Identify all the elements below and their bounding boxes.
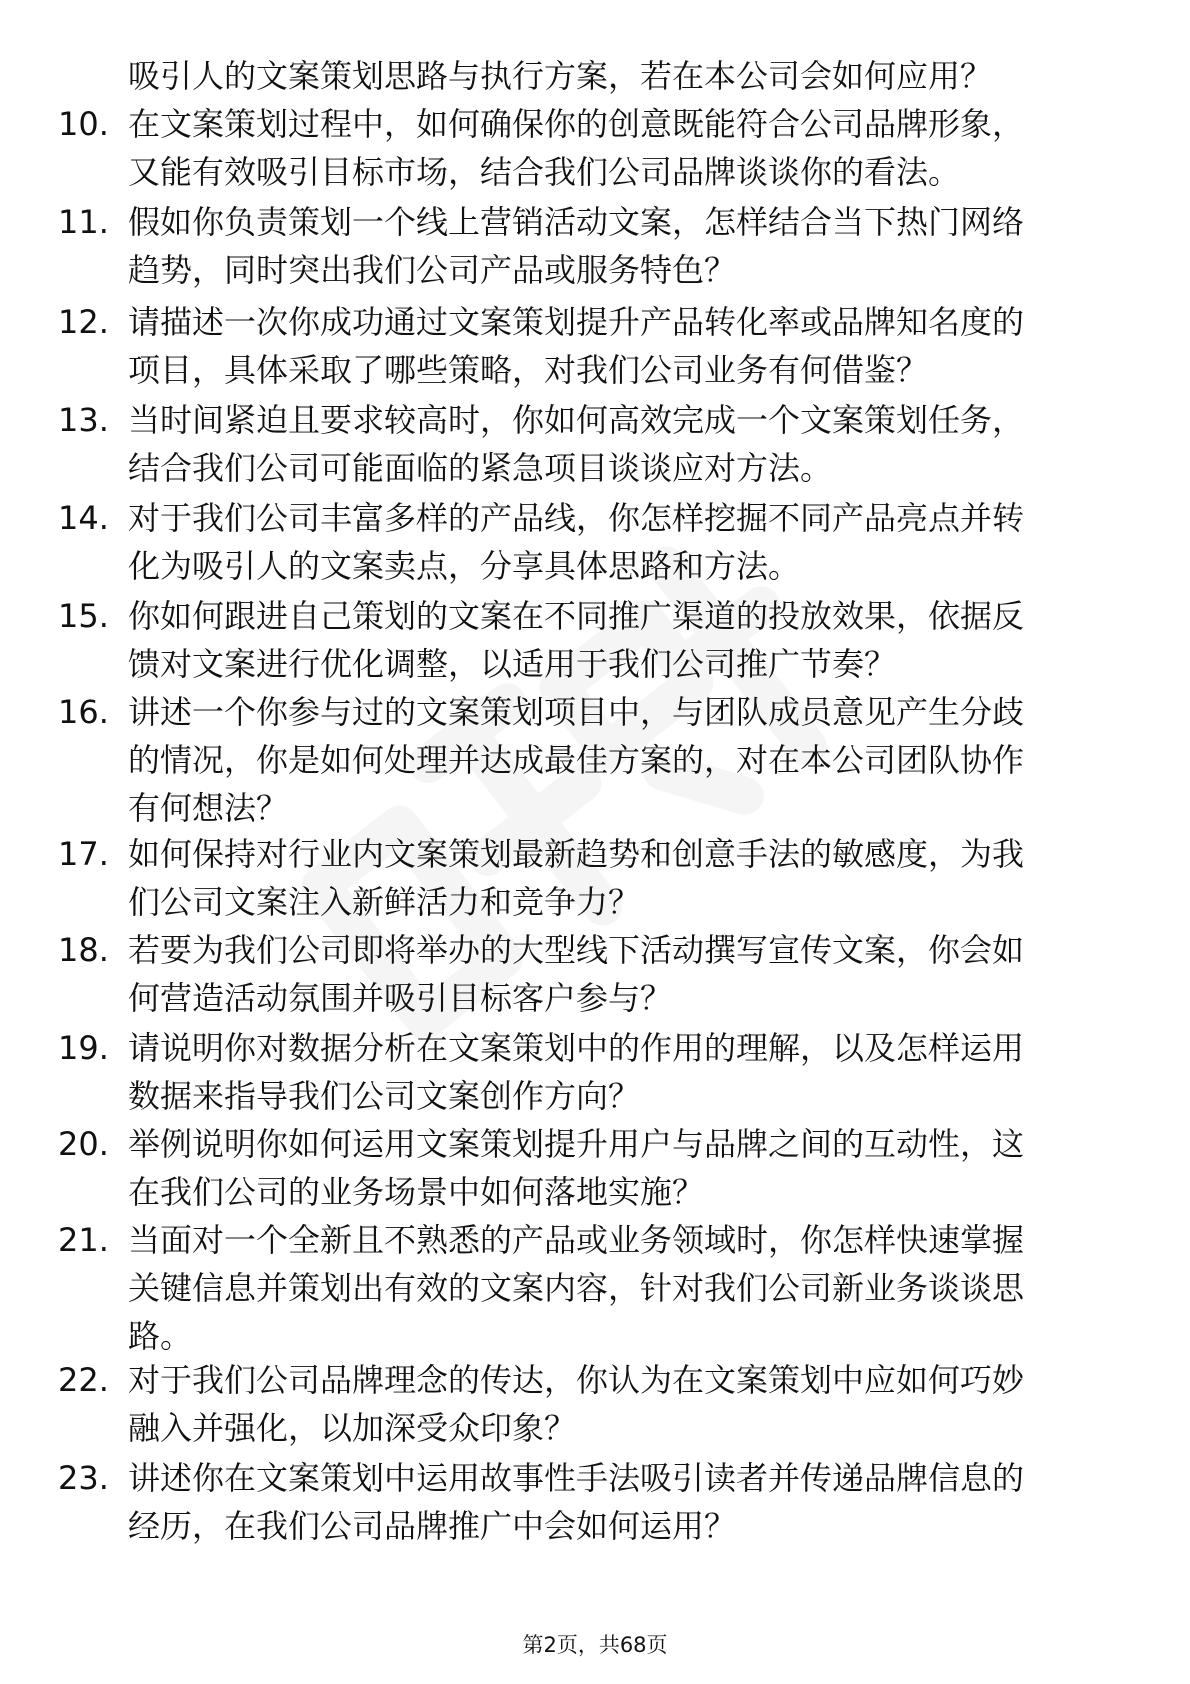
question-text-line: 路。 bbox=[128, 1317, 193, 1355]
question-text-line: 讲述你在文案策划中运用故事性手法吸引读者并传递品牌信息的 bbox=[128, 1459, 1025, 1497]
question-text bbox=[128, 1216, 1118, 1360]
question-number: 21. bbox=[58, 1221, 109, 1259]
question-text-line: 又能有效吸引目标市场，结合我们公司品牌谈谈你的看法。 bbox=[128, 153, 961, 191]
question-text-line: 馈对文案进行优化调整，以适用于我们公司推广节奏？ bbox=[128, 645, 897, 683]
question-text-line: 化为吸引人的文案卖点，分享具体思路和方法。 bbox=[128, 547, 801, 585]
question-text-line: 请描述一次你成功通过文案策划提升产品转化率或品牌知名度的 bbox=[128, 303, 1025, 341]
question-number: 15. bbox=[58, 597, 109, 635]
question-number: 17. bbox=[58, 835, 109, 873]
question-text bbox=[128, 592, 1118, 688]
question-text-line: 当面对一个全新且不熟悉的产品或业务领域时，你怎样快速掌握 bbox=[128, 1221, 1025, 1259]
question-number: 14. bbox=[58, 499, 109, 537]
question-text-line: 数据来指导我们公司文案创作方向？ bbox=[128, 1077, 641, 1115]
question-text-line: 你如何跟进自己策划的文案在不同推广渠道的投放效果，依据反 bbox=[128, 597, 1025, 635]
question-number: 23. bbox=[58, 1459, 109, 1497]
question-text-line: 结合我们公司可能面临的紧急项目谈谈应对方法。 bbox=[128, 449, 833, 487]
question-text bbox=[128, 1356, 1118, 1452]
question-text-line: 讲述一个你参与过的文案策划项目中，与团队成员意见产生分歧 bbox=[128, 693, 1025, 731]
question-text-line: 举例说明你如何运用文案策划提升用户与品牌之间的互动性，这 bbox=[128, 1125, 1025, 1163]
question-number: 19. bbox=[58, 1029, 109, 1067]
question-text bbox=[128, 298, 1118, 394]
question-text bbox=[128, 830, 1118, 926]
question-text-line: 在我们公司的业务场景中如何落地实施？ bbox=[128, 1173, 705, 1211]
question-text-line: 何营造活动氛围并吸引目标客户参与？ bbox=[128, 979, 673, 1017]
question-text-line: 如何保持对行业内文案策划最新趋势和创意手法的敏感度，为我 bbox=[128, 835, 1025, 873]
question-text bbox=[128, 688, 1118, 832]
question-text bbox=[128, 1454, 1118, 1550]
question-text-line: 关键信息并策划出有效的文案内容，针对我们公司新业务谈谈思 bbox=[128, 1269, 1025, 1307]
question-text bbox=[128, 1024, 1118, 1120]
question-text bbox=[128, 1120, 1118, 1216]
question-number: 12. bbox=[58, 303, 109, 341]
question-number: 11. bbox=[58, 203, 109, 241]
question-number: 22. bbox=[58, 1361, 109, 1399]
question-text-line: 们公司文案注入新鲜活力和竞争力？ bbox=[128, 883, 641, 921]
question-number: 20. bbox=[58, 1125, 109, 1163]
question-text bbox=[128, 100, 1118, 196]
question-text-line: 有何想法？ bbox=[128, 789, 289, 827]
question-number: 18. bbox=[58, 931, 109, 969]
question-number: 16. bbox=[58, 693, 109, 731]
question-text bbox=[128, 198, 1118, 294]
question-number: 10. bbox=[58, 105, 109, 143]
question-text-line: 对于我们公司品牌理念的传达，你认为在文案策划中应如何巧妙 bbox=[128, 1361, 1025, 1399]
question-text-line: 当时间紧迫且要求较高时，你如何高效完成一个文案策划任务， bbox=[128, 401, 1025, 439]
page-number-footer: 第2页，共68页 bbox=[522, 1633, 668, 1657]
question-text-line: 的情况，你是如何处理并达成最佳方案的，对在本公司团队协作 bbox=[128, 741, 1025, 779]
question-number: 13. bbox=[58, 401, 109, 439]
question-text-line: 请说明你对数据分析在文案策划中的作用的理解，以及怎样运用 bbox=[128, 1029, 1025, 1067]
question-text-line: 经历，在我们公司品牌推广中会如何运用？ bbox=[128, 1507, 737, 1545]
question-text-line: 在文案策划过程中，如何确保你的创意既能符合公司品牌形象， bbox=[128, 105, 1025, 143]
question-text bbox=[128, 494, 1118, 590]
question-text-line: 项目，具体采取了哪些策略，对我们公司业务有何借鉴？ bbox=[128, 351, 929, 389]
question-text-line: 趋势，同时突出我们公司产品或服务特色？ bbox=[128, 251, 737, 289]
question-text-line: 融入并强化，以加深受众印象？ bbox=[128, 1409, 577, 1447]
question-text bbox=[128, 926, 1118, 1022]
question-text-line: 若要为我们公司即将举办的大型线下活动撰写宣传文案，你会如 bbox=[128, 931, 1025, 969]
question-text-line: 对于我们公司丰富多样的产品线，你怎样挖掘不同产品亮点并转 bbox=[128, 499, 1025, 537]
question-text-line: 假如你负责策划一个线上营销活动文案，怎样结合当下热门网络 bbox=[128, 203, 1025, 241]
question-text bbox=[128, 396, 1118, 492]
continued-question-text: 吸引人的文案策划思路与执行方案，若在本公司会如何应用？ bbox=[128, 57, 993, 95]
